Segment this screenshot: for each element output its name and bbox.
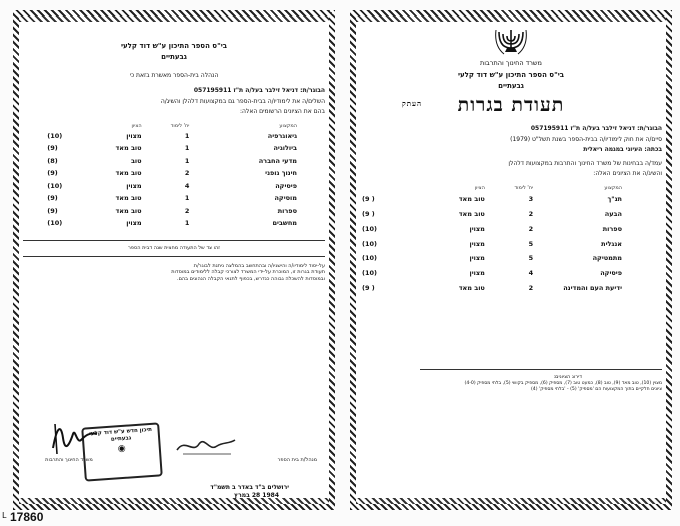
grade-cell: טוב: [130, 156, 142, 165]
school-location: גבעתיים: [498, 81, 524, 90]
grade-number-cell: (10): [362, 254, 378, 263]
grade-number-cell: (10): [47, 181, 63, 190]
grade-row: [360, 192, 662, 207]
grade-number-cell: (9): [47, 194, 58, 203]
grade-number-cell: (8): [47, 156, 58, 165]
col-units: יח' לימוד: [170, 122, 190, 129]
sig-label-2: משרד החינוך והתרבות: [45, 457, 93, 463]
finished-line: סיים/ה את חוק לימודיו/ה בבית-הספר בשנת תשל"ט (1979): [510, 135, 662, 143]
subject-cell: פיסיקה: [600, 269, 622, 278]
scale-label: דירוג הציונים:: [553, 374, 582, 381]
grade-row: [45, 180, 311, 193]
sig-label-1: מנהל/ת בית הספר: [277, 457, 317, 463]
units-cell: 1: [184, 156, 190, 165]
subject-cell: מוסיקה: [274, 194, 297, 203]
grade-cell: טוב מאד: [115, 206, 142, 215]
grades-table: [360, 184, 662, 295]
grade-row: [45, 205, 311, 218]
subject-cell: פיסיקה: [275, 181, 297, 190]
units-cell: 1: [184, 194, 190, 203]
grade-row: [45, 155, 311, 168]
exam-line-2: והשיג/ה את הציונים האלה:: [593, 170, 662, 178]
grade-row: [360, 280, 662, 295]
units-cell: 4: [184, 181, 190, 190]
student-line: הבוגר/ת: דניאל זילבר בעל/ה ת"ז 057195911: [530, 125, 662, 133]
grade-cell: מצוין: [469, 269, 485, 278]
intro-text: הנהלה בית-הספר מאשרת בזאת כי: [129, 71, 219, 79]
grade-cell: טוב מאד: [115, 169, 142, 178]
grade-cell: טוב מאד: [115, 144, 142, 153]
units-cell: 4: [528, 269, 534, 278]
subject-cell: ביולוגיה: [273, 144, 297, 153]
grade-row: [360, 236, 662, 251]
scale-line-1: מצוין (10), טוב מאד (9), טוב (8), כמעט טוב (7), מספיק (6), מספיק בקושי (5), בלתי מספיק (4-0): [464, 380, 662, 386]
col-subject: המקצוע: [279, 122, 297, 129]
subject-cell: ידיעת העם והמדינה: [563, 283, 622, 292]
grade-number-cell: (10): [47, 131, 63, 140]
track-line: בכתה: העיוני במגמה ריאלית: [583, 146, 662, 154]
grade-cell: טוב מאד: [458, 283, 485, 292]
subject-cell: חינוך גופני: [265, 169, 297, 178]
units-cell: 1: [184, 219, 190, 228]
grade-cell: טוב מאד: [115, 194, 142, 203]
grade-cell: טוב מאד: [458, 210, 485, 219]
units-cell: 2: [184, 206, 190, 215]
stamp-text: תיכון חדש ע"ש דוד קלעי גבעתיים: [89, 426, 153, 443]
grade-number-cell: ( 9): [362, 283, 375, 292]
grade-number-cell: (9): [47, 144, 58, 153]
grade-row: [45, 217, 311, 230]
grade-number-cell: (10): [362, 224, 378, 233]
subject-cell: תנ"ך: [607, 195, 622, 204]
units-cell: 1: [184, 131, 190, 140]
student-line: הבוגר/ת: דניאל זילבר בעל/ה ת"ז 057195911: [193, 87, 325, 94]
copy-label: העתק: [401, 98, 422, 108]
subject-cell: מחשבים: [272, 219, 297, 228]
grade-number-cell: (10): [47, 219, 63, 228]
certificate-title: [360, 94, 662, 118]
subject-cell: ספרות: [602, 224, 622, 233]
grade-row: [360, 251, 662, 266]
units-cell: 2: [528, 224, 534, 233]
grade-cell: מצוין: [469, 239, 485, 248]
subject-cell: מדעי החברה: [258, 156, 297, 165]
exam-line-1: עמד/ה בבחינות של משרד החינוך והתרבות במקצועות דלהלן: [508, 159, 662, 167]
grade-cell: מצוין: [126, 181, 142, 190]
units-cell: 2: [528, 283, 534, 292]
certificate-front-page: [350, 10, 672, 510]
subject-cell: גיאוגרפיה: [267, 131, 297, 140]
scale-line-2: ציונים חלקיים בתוך המקצועות הם 'מספיק' (5) - 'בלתי מספיק' (4): [530, 387, 662, 393]
note-1: על-יסוד לימודיו/ה והישגיו/ה ובהתחשב בהמלצה ניתנת לבוגר/ת: [193, 262, 325, 269]
grade-row: [360, 266, 662, 281]
grade-number-cell: (10): [362, 269, 378, 278]
signature-right: [173, 432, 237, 458]
col-subject: המקצוע: [604, 184, 622, 191]
scan-mark: L: [2, 511, 7, 520]
grades-intro: בהם את הציונים הרשומים האלה:: [239, 108, 325, 115]
certificate-title-text: תעודת בגרות: [457, 93, 565, 116]
signature-left: [47, 418, 103, 458]
grade-cell: טוב מאד: [458, 195, 485, 204]
grades-table: [45, 122, 311, 230]
units-cell: 3: [528, 195, 534, 204]
subject-cell: אנגלית: [601, 239, 622, 248]
grade-row: [360, 207, 662, 222]
studies-line: השלים/ה את לימודיו/ה בבית-הספר גם במקצועות דלהלן והשיג/ה: [160, 97, 325, 105]
school-stamp: תיכון חדש ע"ש דוד קלעי גבעתיים ◉: [81, 422, 163, 481]
place-date: ירושלים ב"ד באדר ב תשמ"ד: [210, 484, 289, 491]
units-cell: 1: [184, 144, 190, 153]
grade-row: [45, 142, 311, 155]
note-3: ובמוסדות להשכלה גבוהה כנדרש, בכפוף לתנאי הקבלה הנהוגים בהם.: [176, 276, 325, 282]
menorah-emblem-icon: [494, 26, 528, 56]
subject-cell: הבעה: [604, 210, 622, 219]
school-name: בי"ס הספר התיכון ע"ש דוד קלעי: [457, 71, 565, 80]
grade-cell: מצוין: [469, 224, 485, 233]
grade-cell: מצוין: [469, 254, 485, 263]
units-cell: 2: [184, 169, 190, 178]
grade-row: [45, 167, 311, 180]
serial-number: 17860: [10, 510, 44, 524]
grade-number-cell: (9): [47, 169, 58, 178]
school-name: בי"ס הספר התיכון ע"ש דוד קלעי: [120, 42, 228, 50]
grade-number-cell: (9): [47, 206, 58, 215]
grade-number-cell: ( 9): [362, 195, 375, 204]
col-grade: הציון: [474, 184, 485, 191]
grade-row: [360, 222, 662, 237]
note-2: תעודת בגרות זו, המוכרת על-ידי המשרד לצורכי קבלה ללימודים במוסדות: [171, 269, 325, 276]
grade-number-cell: (10): [362, 239, 378, 248]
col-grade: הציון: [131, 122, 142, 129]
certificate-back-page: [13, 10, 335, 510]
grade-cell: מצוין: [126, 131, 142, 140]
grade-row: [45, 192, 311, 205]
subject-cell: ספרות: [277, 206, 297, 215]
col-units: יח' לימוד: [514, 184, 534, 191]
units-cell: 2: [528, 210, 534, 219]
subject-cell: מתמטיקה: [592, 254, 622, 263]
units-cell: 5: [528, 239, 534, 248]
units-cell: 5: [528, 254, 534, 263]
date-gregorian: 1984 28 במרץ: [234, 492, 279, 500]
ministry-name: משרד החינוך והתרבות: [480, 59, 542, 67]
grade-row: [45, 130, 311, 143]
footnote: זהו צד של התעודה מחצית שנה דבית הספר: [128, 244, 220, 251]
grade-number-cell: ( 9): [362, 210, 375, 219]
school-location: גבעתיים: [161, 52, 187, 61]
grade-cell: מצוין: [126, 219, 142, 228]
